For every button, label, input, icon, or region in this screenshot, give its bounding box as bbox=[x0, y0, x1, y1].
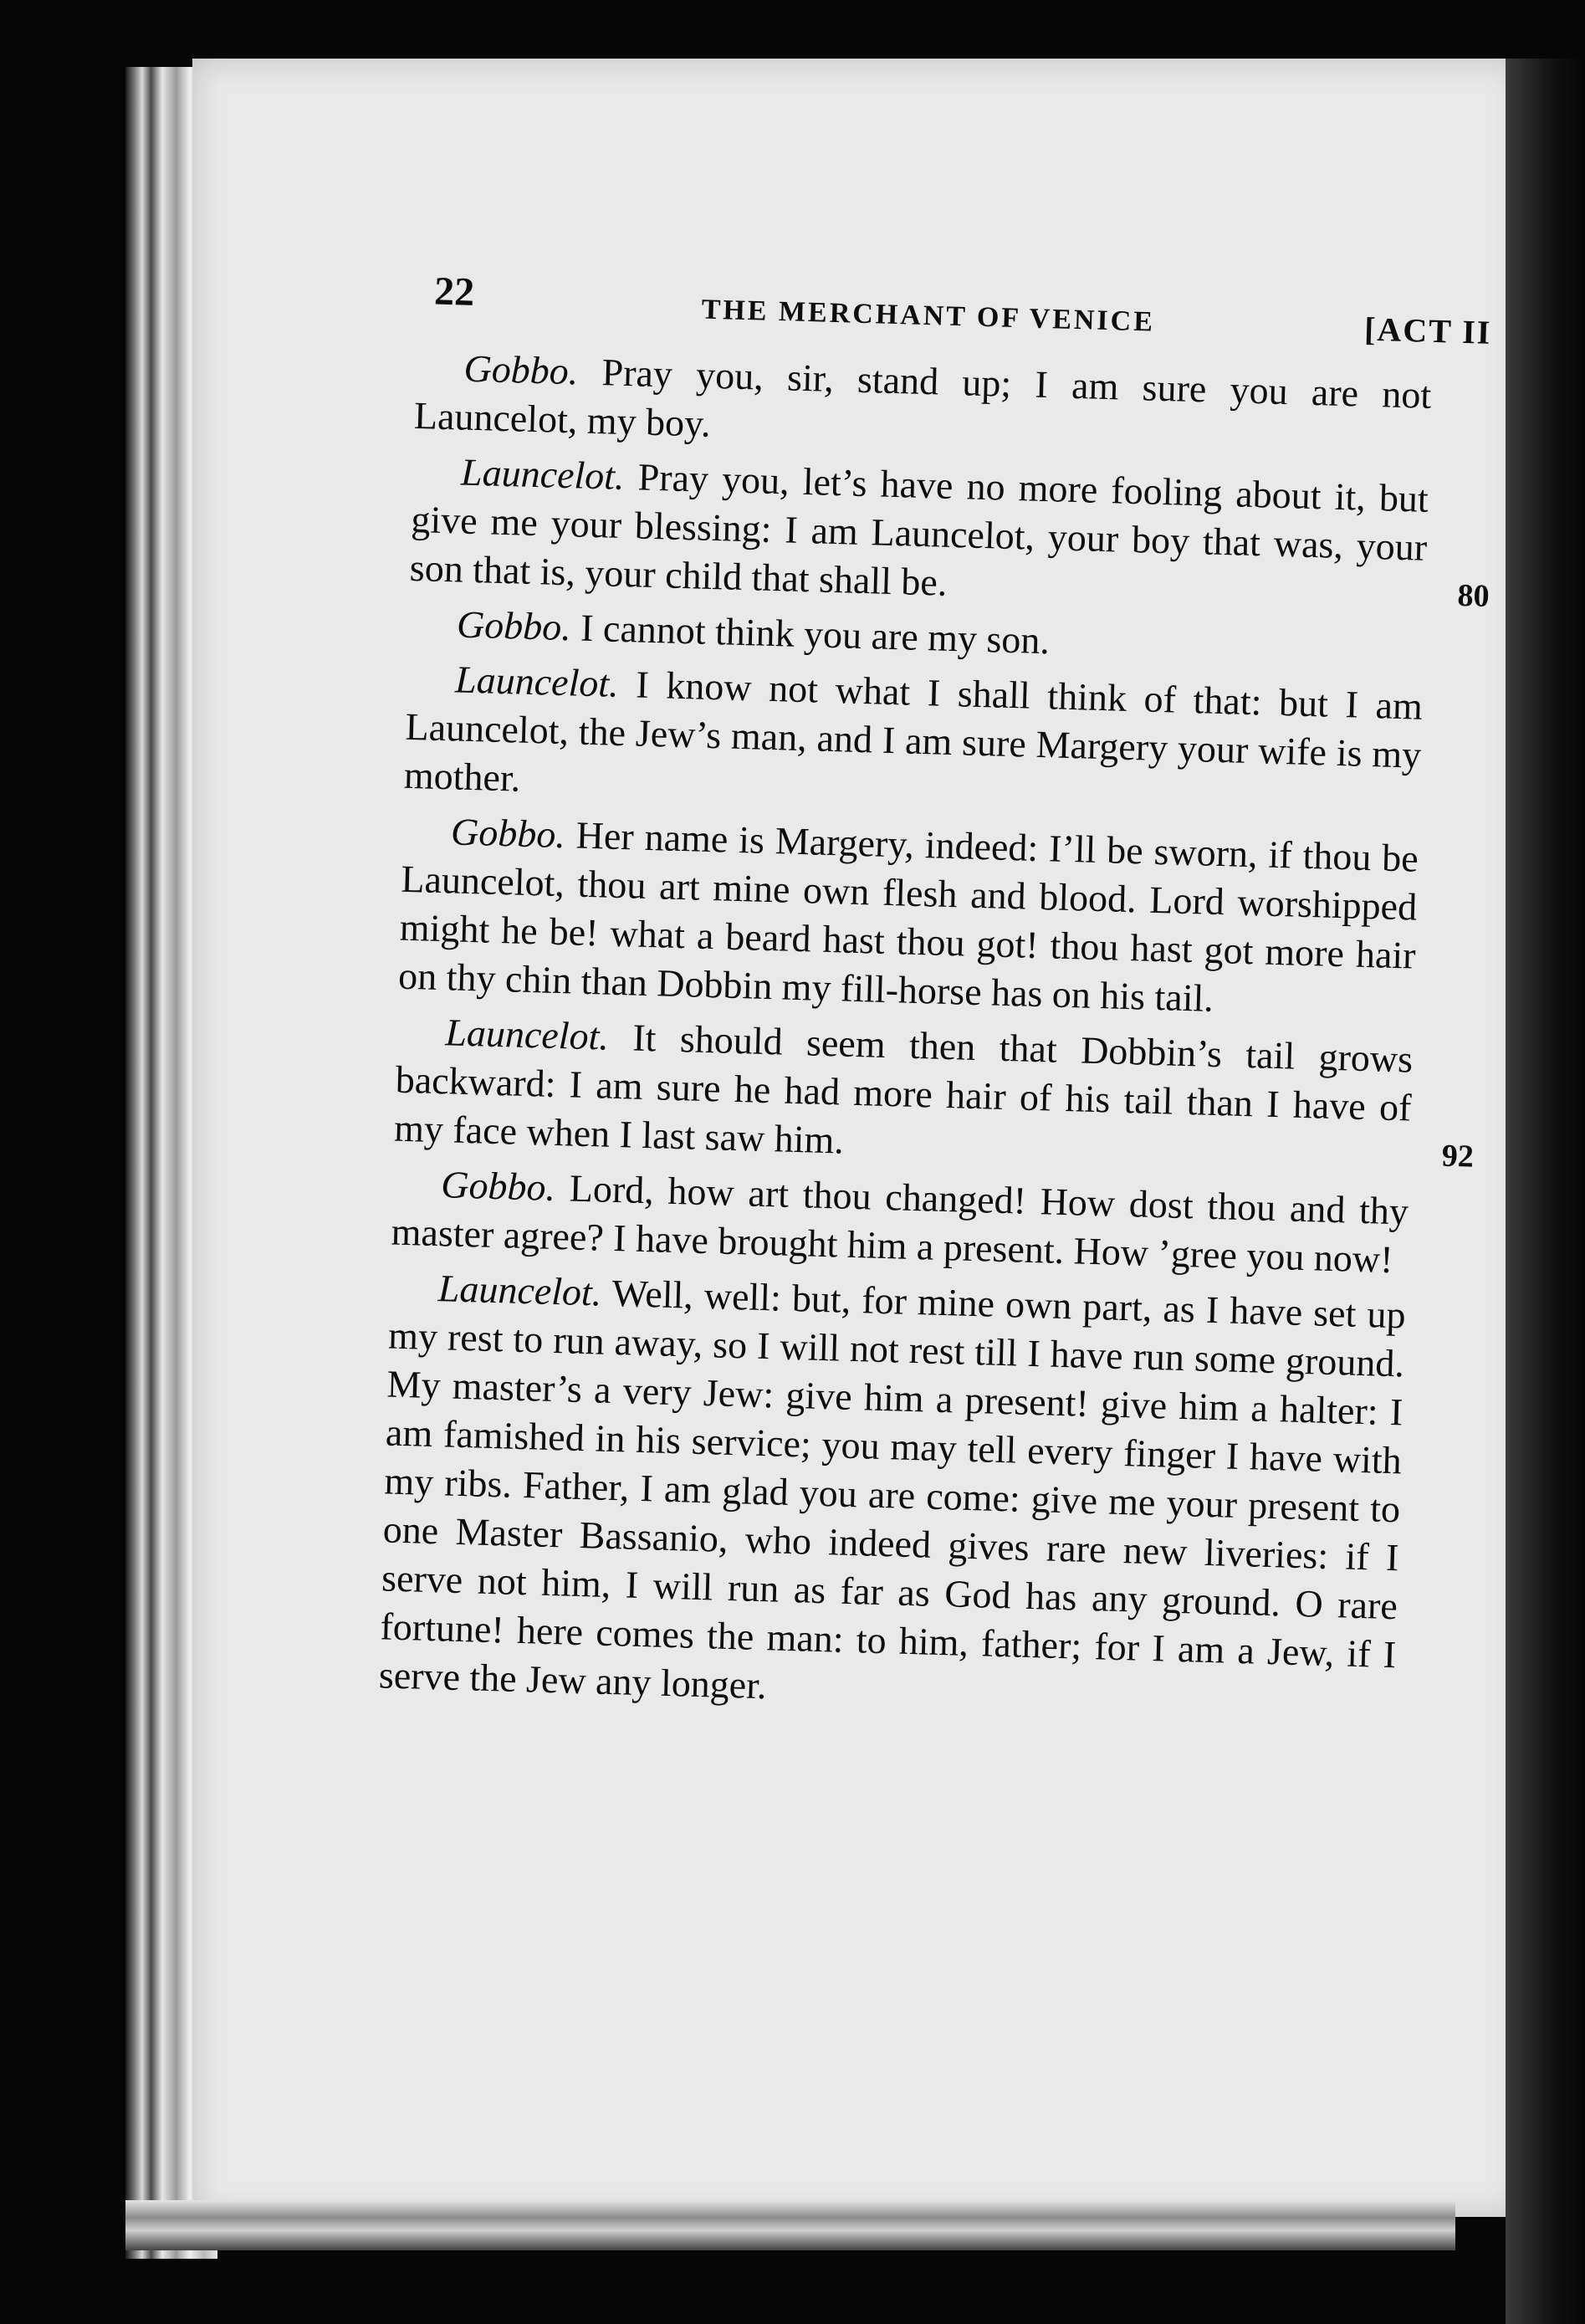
speaker-name: Launcelot. bbox=[460, 450, 626, 498]
speaker-name: Gobbo. bbox=[440, 1163, 556, 1210]
speech-text: I cannot think you are my son. bbox=[580, 606, 1051, 663]
right-margin-shadow bbox=[1506, 59, 1585, 2324]
speaker-name: Launcelot. bbox=[437, 1267, 603, 1314]
speaker-name: Gobbo. bbox=[450, 810, 566, 857]
speech-text: It should seem then that Dobbin’s tail grows backward: I am sure he had more hair of his tail than I have of my face when I last saw him. bbox=[393, 1016, 1414, 1162]
speech-text: Pray you, sir, stand up; I am sure you are not Launcelot, my boy. bbox=[413, 351, 1432, 445]
speech-text: Pray you, let’s have no more fooling about it, but give me your blessing: I am Launcelot, your boy that was, your son that is, your child that shall be. bbox=[409, 455, 1429, 604]
page-number: 22 bbox=[433, 269, 475, 315]
speech bbox=[393, 1007, 1475, 1183]
running-title: THE MERCHANT OF VENICE bbox=[701, 294, 1156, 338]
line-number: 92 bbox=[1441, 1138, 1475, 1175]
speech-text: I know not what I shall think of that: but I am Launcelot, the Jew’s man, and I am sure Margery your wife is my mother. bbox=[403, 663, 1424, 800]
speech-text: Her name is Margery, indeed: I’ll be sworn, if thou be Launcelot, thou art mine own flesh and blood. Lord worshipped might he be! what a beard hast thou got! thou hast got more hair on thy chin than Dobbin my fill-horse has on his tail. bbox=[397, 813, 1419, 1020]
book-bottom-edge bbox=[125, 2200, 1455, 2250]
speech-text: Well, well: but, for mine own part, as I have set up my rest to run away, so I will not rest till I have run some ground. My master’s a very Jew: give him a present! give him a halter: I am famished in his service; you may tell every finger I have with my ribs. Father, I am glad you are come: give me your present to one Master Bassanio, who indeed gives rare new liveries: if I serve not him, I will run as far as God has any ground. O rare fortune! here comes the man: to him, father; for I am a Jew, if I serve the Jew any longer. bbox=[378, 1271, 1407, 1707]
speech bbox=[378, 1263, 1465, 1730]
speech-text: Lord, how art thou changed! How dost thou and thy master agree? I have brought him a present. How ’gree you now! bbox=[391, 1166, 1409, 1281]
speaker-name: Gobbo. bbox=[456, 602, 572, 649]
speaker-name: Launcelot. bbox=[454, 658, 620, 705]
speaker-name: Launcelot. bbox=[444, 1011, 610, 1058]
speech bbox=[398, 806, 1478, 1031]
speech bbox=[403, 654, 1481, 830]
line-number: 80 bbox=[1456, 577, 1490, 614]
act-label: [ACT II bbox=[1363, 310, 1492, 351]
speaker-name: Gobbo. bbox=[463, 346, 580, 393]
speech bbox=[409, 447, 1490, 622]
page-text-block bbox=[378, 268, 1493, 1736]
